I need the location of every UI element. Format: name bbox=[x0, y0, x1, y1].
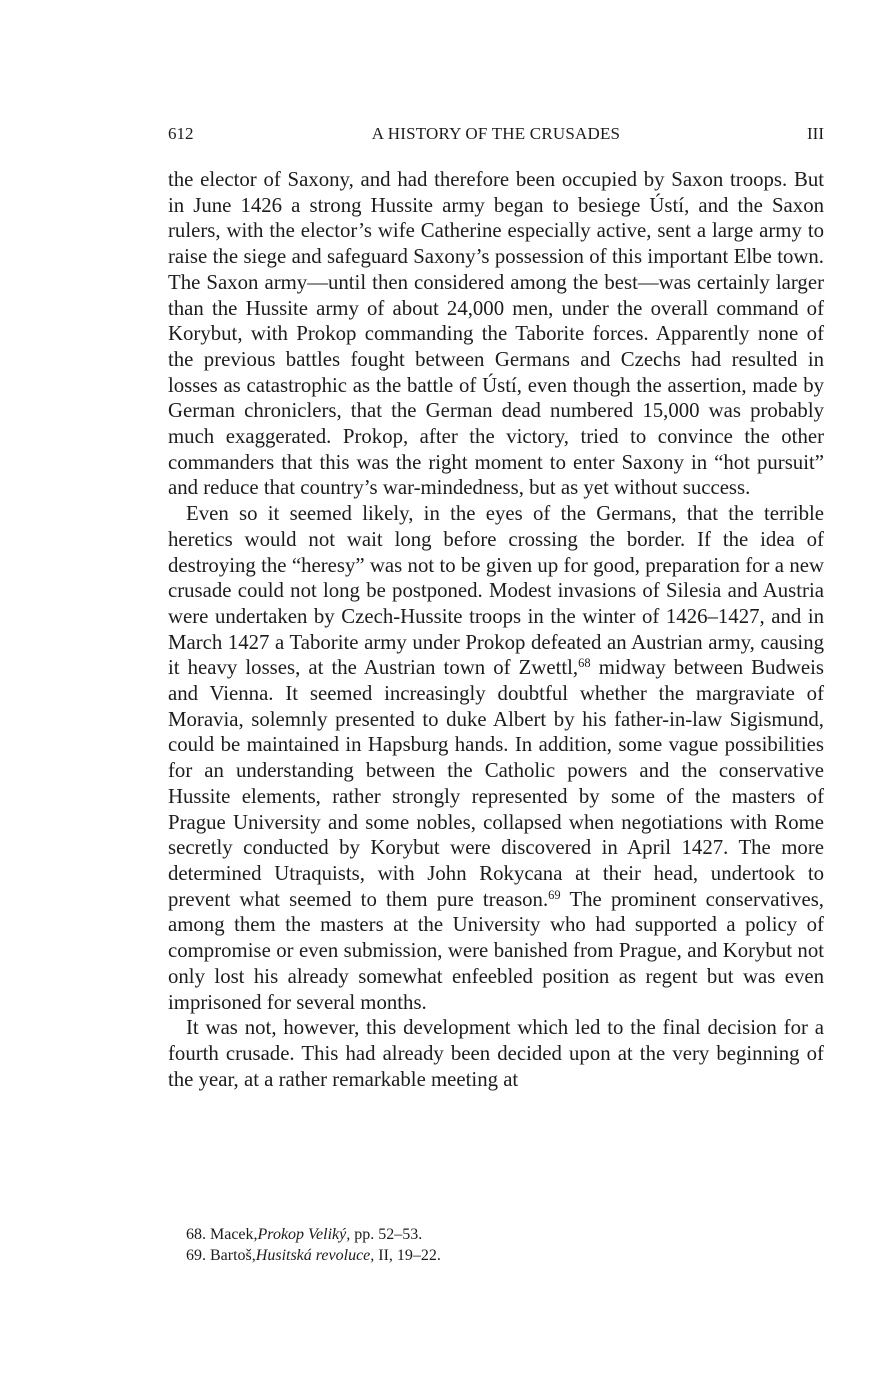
footnote-pages: II, 19–22. bbox=[378, 1247, 441, 1264]
footnote-title: Prokop Veliký, bbox=[257, 1226, 351, 1243]
footnotes bbox=[186, 1224, 806, 1266]
footnote-title: Husitská revoluce, bbox=[255, 1247, 375, 1264]
volume-number: III bbox=[807, 124, 824, 143]
running-title: A HISTORY OF THE CRUSADES bbox=[371, 124, 621, 143]
footnote-number: 69. bbox=[186, 1247, 206, 1264]
footnote-author: Bartoš, bbox=[210, 1247, 256, 1264]
running-header bbox=[168, 124, 824, 148]
paragraph-2 bbox=[168, 501, 824, 1015]
footnote-69 bbox=[186, 1245, 806, 1266]
footnote-68 bbox=[186, 1224, 806, 1245]
main-text bbox=[168, 167, 824, 1092]
paragraph-2-part-c: The prominent conservatives, among them the masters at the University who had supported a policy of compromise or even submission, were banished from Prague, and Korybut not only lost his already somewhat enfeebled position as regent but was even imprisoned for several months. bbox=[168, 887, 824, 1014]
paragraph-3: It was not, however, this development which led to the final decision for a fourth crusade. This had already been decided upon at the very beginning of the year, at a rather remarkable meeting at bbox=[168, 1016, 824, 1091]
paragraph-1: the elector of Saxony, and had therefore been occupied by Saxon troops. But in June 1426 a strong Hussite army began to besiege Ústí, and the Saxon rulers, with the elector’s wife Catherine especially active, sent a large army to raise the siege and safeguard Saxony’s possession of this important Elbe town. The Saxon army—until then considered among the best—was certainly larger than the Hussite army of about 24,000 men, under the overall command of Korybut, with Prokop commanding the Taborite forces. Apparently none of the previous battles fought between Germans and Czechs had resulted in losses as catastrophic as the battle of Ústí, even though the assertion, made by German chroniclers, that the German dead numbered 15,000 was probably much exaggerated. Prokop, after the victory, tried to convince the other commanders that this was the right moment to enter Saxony in “hot pursuit” and reduce that country’s war-mindedness, but as yet without success. bbox=[168, 168, 824, 500]
footnote-author: Macek, bbox=[210, 1226, 258, 1243]
paragraph-2-part-b: midway between Budweis and Vienna. It seemed increasingly doubtful whether the margraviate of Moravia, solemnly presented to duke Albert by his father-in-law Sigismund, could be maintained in Hapsburg hands. In addition, some vague possibilities for an understanding between the Catholic powers and the conservative Hussite elements, rather strongly represented by some of the masters of Prague University and some nobles, collapsed when negotiations with Rome secretly conducted by Korybut were discovered in April 1427. The more determined Utraquists, with John Rokycana at their head, undertook to prevent what seemed to them pure treason. bbox=[168, 656, 824, 911]
footnote-number: 68. bbox=[186, 1226, 206, 1243]
paragraph-2-part-a: Even so it seemed likely, in the eyes of the Germans, that the terrible heretics would not wait long before crossing the border. If the idea of destroying the “heresy” was not to be given up for good, preparation for a new crusade could not long be postponed. Modest invasions of Silesia and Austria were undertaken by Czech-Hussite troops in the winter of 1426–1427, and in March 1427 a Taborite army under Prokop defeated an Austrian army, causing it heavy losses, at the Austrian town of Zwettl, bbox=[168, 502, 824, 680]
footnote-reference-69: 69 bbox=[548, 887, 561, 902]
footnote-pages: pp. 52–53. bbox=[354, 1226, 423, 1243]
page-number: 612 bbox=[168, 124, 194, 143]
footnote-reference-68: 68 bbox=[578, 656, 591, 671]
